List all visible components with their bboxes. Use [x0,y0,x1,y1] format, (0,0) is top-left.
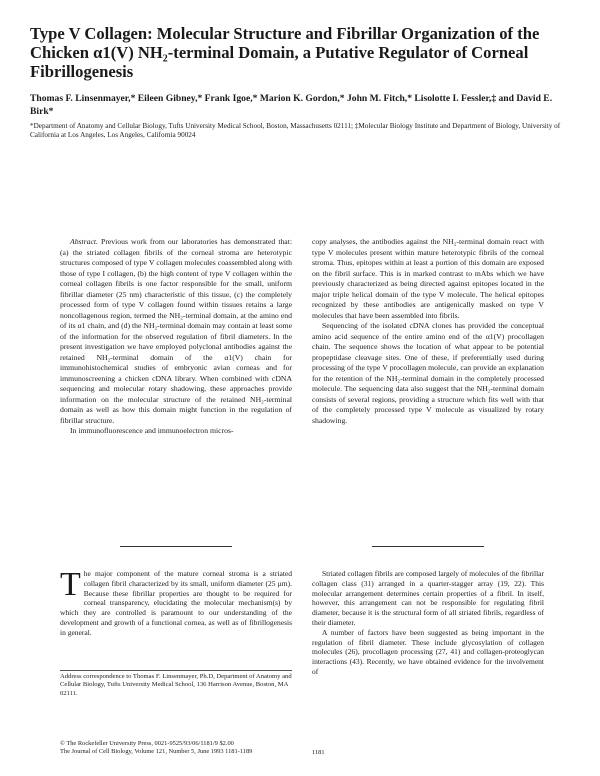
article-title: Type V Collagen: Molecular Structure and Fibrillar Organization of the Chicken α1(V) NH₂-terminal Domain, a Putative Regulator of Corneal Fibrillogenesis [30,24,540,81]
page-number: 1181 [312,749,325,756]
abstract-left-column [60,237,292,437]
abstract-paragraph: copy analyses, the antibodies against the NH₂-terminal domain react with type V molecules present within mature heterotypic fibrils of the corneal stroma. Thus, epitopes within at least a portion of this domain are exposed on the fibril surface. This is in marked contrast to mAbs which we have previously characterized as being directed against epitopes located in the major triple helical domain of the type V molecule. The helical epitopes recognized by these antibodies are antigenically masked on type V molecules that have been assembled into fibrils. [312,237,544,320]
body-paragraph: he major component of the mature corneal stroma is a striated collagen fibril characterized by its small, uniform diameter (25 μm). Because these fibrillar properties are thought to be required for corneal transparency, elucidating the molecular mechanism(s) by which they are controlled is paramount to our understanding of the development and growth of a functional cornea, as well as of fibrillogenesis in general. [60,569,292,637]
abstract-text: Previous work from our laboratories has demonstrated that: (a) the striated collagen fibrils of the corneal stroma are heterotypic structures composed of type V collagen molecules coassembled along with those of type I collagen, (b) the high content of type V collagen within the corneal collagen fibrils is one factor responsible for the small, uniform fibrillar diameter (25 nm) characteristic of this tissue, (c) the completely processed form of type V collagen found within tissues retains a large noncollagenous region, termed the NH₂-terminal domain, at the amino end of its α1 chain, and (d) the NH₂-terminal domain may contain at least some of the information for the observed regulation of fibril diameters. In the present investigation we have employed polyclonal antibodies against the retained NH₂-terminal domain of the α1(V) chain for immunohistochemical studies of embryonic avian corneas and for immunoscreening a chicken cDNA library. When combined with cDNA sequencing and molecular rotary shadowing, these approaches provide information on the molecular structure of the retained NH₂-terminal domain as well as how this domain might function in the regulation of fibrillar structure. [60,237,292,425]
body-left-column [60,566,292,638]
abstract-paragraph: Sequencing of the isolated cDNA clones has provided the conceptual amino acid sequence of the entire amino end of the α1(V) procollagen chain. The sequence shows the location of what appear to be potential propeptidase cleavage sites. One of these, if preferentially used during processing of the type V procollagen molecule, can provide an explanation for the retention of the NH₂-terminal domain in the completely processed molecule. The sequencing data also suggest that the NH₂-terminal domain consists of several regions, providing a structure which fits well with that of the completely processed type V molecule as visualized by rotary shadowing. [312,321,544,425]
drop-cap: T [60,566,81,603]
abstract-right-column [312,237,544,426]
journal-citation: The Journal of Cell Biology, Volume 121, Number 5, June 1993 1181-1189 [60,748,253,756]
abstract-label: Abstract. [70,237,98,246]
correspondence-footnote: Address correspondence to Thomas F. Linsenmayer, Ph.D, Department of Anatomy and Cellular Biology, Tufts University Medical School, 136 Harrison Avenue, Boston, MA 02111. [60,673,292,697]
section-divider [372,546,484,547]
copyright-line: © The Rockefeller University Press, 0021-9525/93/06/1181/9 $2.00 [60,740,234,747]
author-list: Thomas F. Linsenmayer,* Eileen Gibney,* Frank Igoe,* Marion K. Gordon,* John M. Fitch,* Lisolotte I. Fessler,‡ and David E. Birk* [30,93,553,117]
footnote-divider [60,670,292,671]
body-paragraph: Striated collagen fibrils are composed largely of molecules of the fibrillar collagen class (31) arranged in a quarter-stagger array (19, 22). This molecular arrangement determines certain properties of a fibril. In itself, however, this arrangement can not be responsible for regulating fibril diameter, because it is the structural form of all striated fibrils, regardless of their diameter. [312,569,544,627]
abstract-paragraph: In immunofluorescence and immunoelectron micros- [70,426,234,435]
body-paragraph: A number of factors have been suggested as being important in the regulation of fibril diameter. These include glycosylation of collagen molecules (26), procollagen processing (27, 41) and collagen-proteoglycan interactions (43). Recently, we have obtained evidence for the involvement of [312,627,544,676]
section-divider [120,546,232,547]
body-right-column [312,569,544,677]
affiliation: *Department of Anatomy and Cellular Biology, Tufts University Medical School, Boston, Massachusetts 02111; ‡Molecular Biology Institute and Department of Biology, University of California at Los Angeles, Los Angeles, California 90024 [30,122,561,140]
